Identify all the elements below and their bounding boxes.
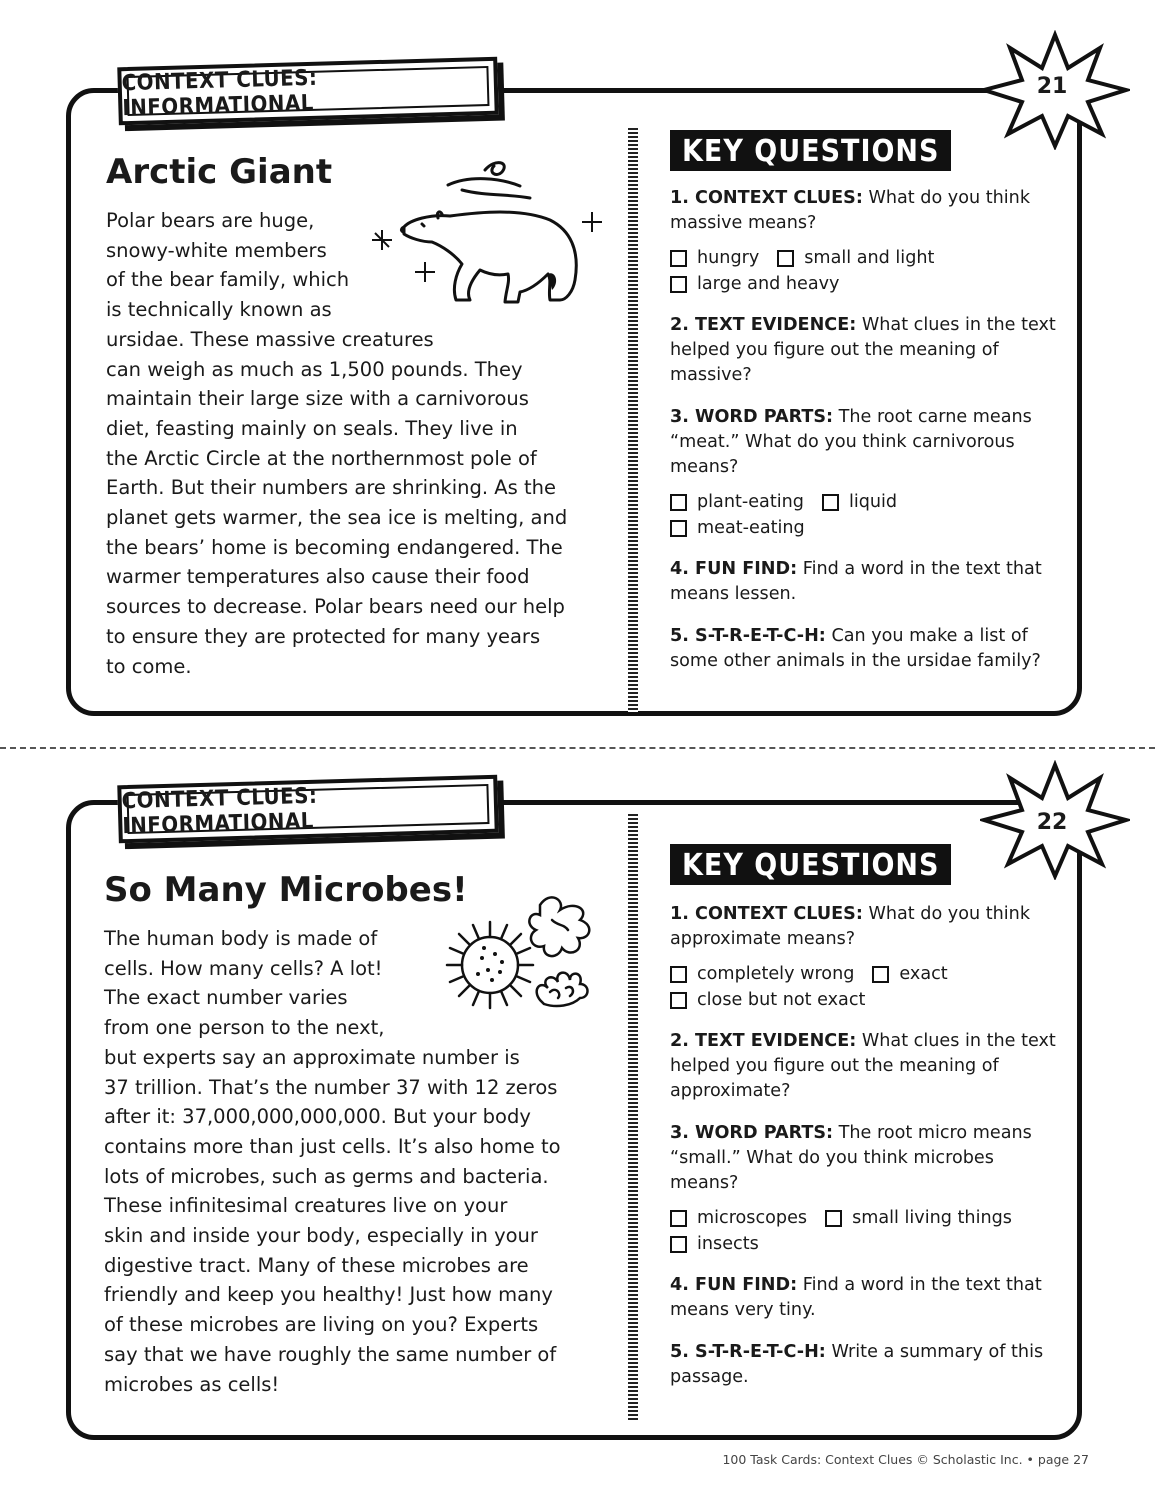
question-4 <box>670 557 1060 607</box>
answer-options <box>670 245 1060 297</box>
option-label: plant-eating <box>697 491 804 512</box>
option-checkbox[interactable] <box>777 246 934 271</box>
option-label: liquid <box>848 491 898 512</box>
question-text: The root carne means “meat.” What do you think carnivorous means? <box>670 407 1032 477</box>
option-label: close but not exact <box>697 989 866 1010</box>
checkbox-icon[interactable] <box>670 992 687 1009</box>
checkbox-icon[interactable] <box>777 250 794 267</box>
key-questions-heading: KEY QUESTIONS <box>670 130 951 171</box>
option-label: completely wrong <box>697 963 855 984</box>
passage-line: the bears’ home is becoming endangered. The <box>106 535 563 559</box>
option-label: microscopes <box>697 1207 808 1228</box>
card-number: 22 <box>1036 810 1068 835</box>
passage-line: ursidae. These massive creatures <box>106 327 434 351</box>
checkbox-icon[interactable] <box>670 494 687 511</box>
option-checkbox[interactable] <box>822 490 897 515</box>
passage-line: cells. How many cells? A lot! <box>104 956 383 980</box>
option-checkbox[interactable] <box>670 1206 807 1231</box>
passage-line: Earth. But their numbers are shrinking. As the <box>106 476 556 500</box>
question-label: 4. FUN FIND: <box>670 1275 798 1295</box>
checkbox-icon[interactable] <box>670 1236 687 1253</box>
question-label: 1. CONTEXT CLUES: <box>670 904 863 924</box>
question-3 <box>670 405 1060 480</box>
question-4 <box>670 1273 1060 1323</box>
option-checkbox[interactable] <box>872 962 947 987</box>
option-label: insects <box>697 1233 759 1254</box>
checkbox-icon[interactable] <box>872 966 889 983</box>
passage-line: The human body is made of <box>104 927 378 950</box>
option-label: exact <box>899 963 948 984</box>
checkbox-icon[interactable] <box>670 1210 687 1227</box>
answer-options <box>670 1205 1060 1257</box>
question-2 <box>670 1029 1060 1104</box>
passage-line: is technically known as <box>106 298 332 322</box>
answer-options <box>670 489 1060 541</box>
passage-line: These infinitesimal creatures live on your <box>104 1194 508 1218</box>
question-text: Write a summary of this passage. <box>670 1342 1044 1387</box>
passage-line: The exact number varies <box>104 986 348 1010</box>
question-1 <box>670 186 1060 236</box>
option-checkbox[interactable] <box>670 490 804 515</box>
option-label: meat-eating <box>697 517 805 538</box>
question-3 <box>670 1121 1060 1196</box>
task-card-21 <box>0 0 1155 740</box>
passage-line: of these microbes are living on you? Experts <box>104 1313 539 1337</box>
passage-line: the Arctic Circle at the northernmost pole of <box>106 446 537 470</box>
passage-line: planet gets warmer, the sea ice is melting, and <box>106 506 568 530</box>
question-text: Find a word in the text that means lessen. <box>670 559 1042 604</box>
question-label: 5. S-T-R-E-T-C-H: <box>670 1342 826 1362</box>
passage-line: maintain their large size with a carnivorous <box>106 387 529 411</box>
question-5 <box>670 624 1060 674</box>
question-5 <box>670 1340 1060 1390</box>
passage-line: can weigh as much as 1,500 pounds. They <box>106 357 523 381</box>
passage-line: warmer temperatures also cause their food <box>106 565 530 589</box>
questions-list <box>670 902 1060 1407</box>
option-label: small living things <box>852 1207 1012 1228</box>
checkbox-icon[interactable] <box>670 250 687 267</box>
category-label: CONTEXT CLUES: INFORMATIONAL <box>121 783 318 840</box>
option-label: large and heavy <box>697 273 840 294</box>
question-text: What do you think massive means? <box>670 188 1031 233</box>
passage-line: Polar bears are huge, <box>106 209 315 232</box>
category-tag <box>117 57 498 126</box>
passage-line: snowy-white members <box>106 238 327 262</box>
passage-title: Arctic Giant <box>106 152 333 192</box>
page-footer: 100 Task Cards: Context Clues © Scholastic Inc. • page 27 <box>722 1452 1089 1467</box>
passage-line: digestive tract. Many of these microbes are <box>104 1253 529 1277</box>
option-checkbox[interactable] <box>825 1206 1012 1231</box>
question-label: 4. FUN FIND: <box>670 559 798 579</box>
passage-line: to ensure they are protected for many years <box>106 624 541 648</box>
category-tag <box>117 775 498 844</box>
checkbox-icon[interactable] <box>670 276 687 293</box>
passage-line: diet, feasting mainly on seals. They live in <box>106 416 518 440</box>
questions-list <box>670 186 1060 691</box>
passage-line: friendly and keep you healthy! Just how many <box>104 1283 553 1307</box>
passage-line: 37 trillion. That’s the number 37 with 12 zeros <box>104 1075 558 1099</box>
question-text: Can you make a list of some other animals in the ursidae family? <box>670 626 1041 671</box>
answer-options <box>670 961 1060 1013</box>
option-checkbox[interactable] <box>670 246 759 271</box>
option-checkbox[interactable] <box>670 962 854 987</box>
passage-line: sources to decrease. Polar bears need our help <box>106 595 565 619</box>
checkbox-icon[interactable] <box>670 520 687 537</box>
question-text: What clues in the text helped you figure out the meaning of massive? <box>670 315 1056 385</box>
question-label: 2. TEXT EVIDENCE: <box>670 315 857 335</box>
column-divider <box>628 814 638 1422</box>
passage-line: but experts say an approximate number is <box>104 1045 520 1069</box>
passage-line: to come. <box>106 654 192 678</box>
passage-line: skin and inside your body, especially in your <box>104 1224 538 1248</box>
polar-bear-icon <box>370 150 610 320</box>
cut-line <box>0 747 1155 749</box>
question-text: What clues in the text helped you figure out the meaning of approximate? <box>670 1031 1056 1101</box>
question-text: Find a word in the text that means very tiny. <box>670 1275 1042 1320</box>
passage-line: after it: 37,000,000,000,000. But your body <box>104 1105 531 1129</box>
card-number: 21 <box>1036 74 1068 99</box>
option-checkbox[interactable] <box>670 1232 759 1257</box>
option-checkbox[interactable] <box>670 272 839 297</box>
passage-title: So Many Microbes! <box>104 870 468 910</box>
passage-line: microbes as cells! <box>104 1372 280 1396</box>
category-label: CONTEXT CLUES: INFORMATIONAL <box>121 65 318 122</box>
passage-line: from one person to the next, <box>104 1016 385 1040</box>
option-label: small and light <box>804 247 935 268</box>
question-label: 2. TEXT EVIDENCE: <box>670 1031 857 1051</box>
passage-line: of the bear family, which <box>106 268 350 292</box>
column-divider <box>628 128 638 712</box>
checkbox-icon[interactable] <box>822 494 839 511</box>
option-checkbox[interactable] <box>670 988 865 1013</box>
question-text: The root micro means “small.” What do you think microbes means? <box>670 1123 1032 1193</box>
question-text: What do you think approximate means? <box>670 904 1031 949</box>
question-2 <box>670 313 1060 388</box>
question-1 <box>670 902 1060 952</box>
passage-line: say that we have roughly the same number of <box>104 1342 557 1366</box>
question-label: 1. CONTEXT CLUES: <box>670 188 863 208</box>
question-label: 5. S-T-R-E-T-C-H: <box>670 626 826 646</box>
microbes-icon <box>440 880 610 1025</box>
task-card-22 <box>0 760 1155 1460</box>
question-label: 3. WORD PARTS: <box>670 407 834 427</box>
key-questions-heading: KEY QUESTIONS <box>670 844 951 885</box>
checkbox-icon[interactable] <box>670 966 687 983</box>
checkbox-icon[interactable] <box>825 1210 842 1227</box>
passage-line: lots of microbes, such as germs and bacteria. <box>104 1164 549 1188</box>
passage-line: contains more than just cells. It’s also home to <box>104 1134 561 1158</box>
question-label: 3. WORD PARTS: <box>670 1123 834 1143</box>
option-label: hungry <box>697 247 760 268</box>
option-checkbox[interactable] <box>670 516 805 541</box>
